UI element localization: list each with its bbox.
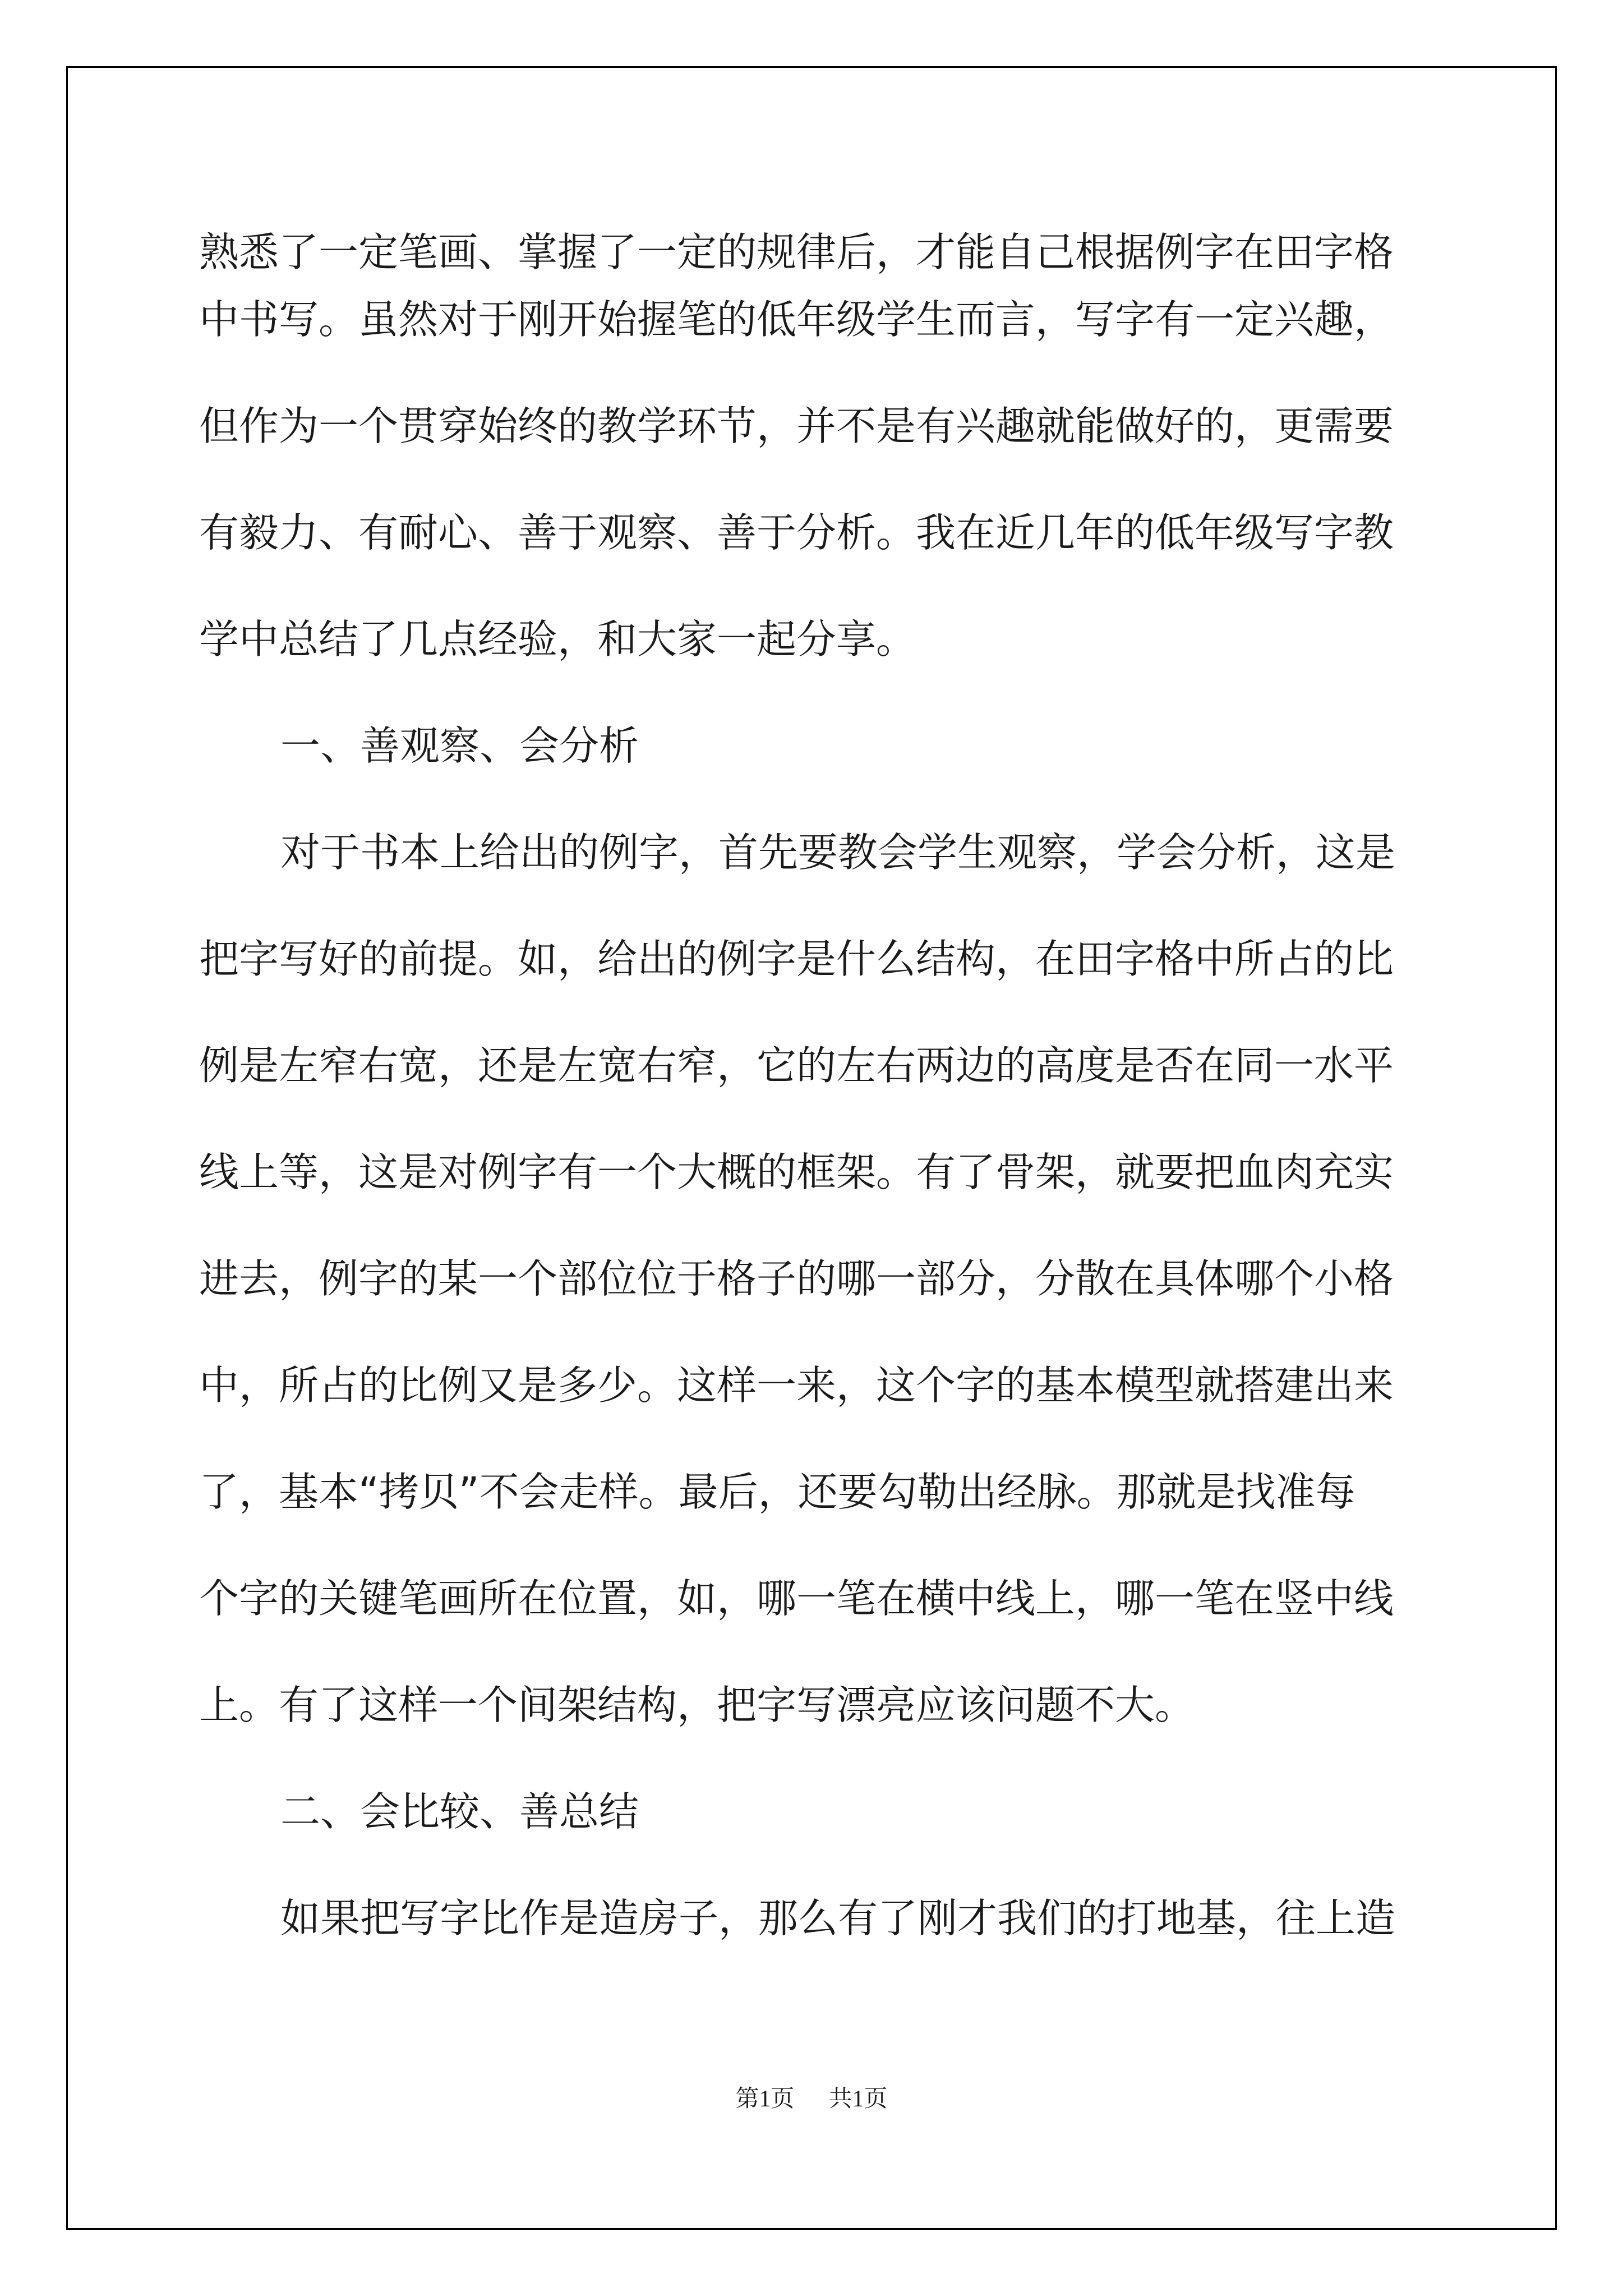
paragraph-line: 上。有了这样一个间架结构，把字写漂亮应该问题不大。 bbox=[199, 1682, 1195, 1728]
paragraph-line: 学中总结了几点经验，和大家一起分享。 bbox=[199, 616, 916, 662]
section-heading-1: 一、善观察、会分析 bbox=[280, 723, 639, 769]
section-heading-2: 二、会比较、善总结 bbox=[280, 1788, 639, 1835]
paragraph-line: 把字写好的前提。如，给出的例字是什么结构，在田字格中所占的比 bbox=[199, 936, 1394, 982]
paragraph-line: 个字的关键笔画所在位置，如，哪一笔在横中线上，哪一笔在竖中线 bbox=[199, 1575, 1394, 1622]
paragraph-line: 中书写。虽然对于刚开始握笔的低年级学生而言，写字有一定兴趣， bbox=[199, 296, 1394, 343]
paragraph-line: 如果把写字比作是造房子，那么有了刚才我们的打地基，往上造 bbox=[280, 1895, 1396, 1941]
paragraph-line: 但作为一个贯穿始终的教学环节，并不是有兴趣就能做好的，更需要 bbox=[199, 403, 1394, 449]
paragraph-line: 了，基本“拷贝”不会走样。最后，还要勾勒出经脉。那就是找准每 bbox=[199, 1469, 1355, 1515]
paragraph-line: 中，所占的比例又是多少。这样一来，这个字的基本模型就搭建出来 bbox=[199, 1362, 1394, 1409]
paragraph-line: 有毅力、有耐心、善于观察、善于分析。我在近几年的低年级写字教 bbox=[199, 509, 1394, 556]
paragraph-line: 例是左窄右宽，还是左宽右窄，它的左右两边的高度是否在同一水平 bbox=[199, 1042, 1394, 1089]
paragraph-line: 对于书本上给出的例字，首先要教会学生观察，学会分析，这是 bbox=[280, 829, 1396, 876]
paragraph-line: 熟悉了一定笔画、掌握了一定的规律后，才能自己根据例字在田字格 bbox=[199, 229, 1394, 275]
page-footer bbox=[0, 2082, 1623, 2116]
paragraph-line: 进去，例字的某一个部位位于格子的哪一部分，分散在具体哪个小格 bbox=[199, 1255, 1394, 1302]
page-number-total: 共1页 bbox=[828, 2086, 888, 2112]
paragraph-line: 线上等，这是对例字有一个大概的框架。有了骨架，就要把血肉充实 bbox=[199, 1149, 1394, 1195]
page-number-current: 第1页 bbox=[735, 2086, 795, 2112]
